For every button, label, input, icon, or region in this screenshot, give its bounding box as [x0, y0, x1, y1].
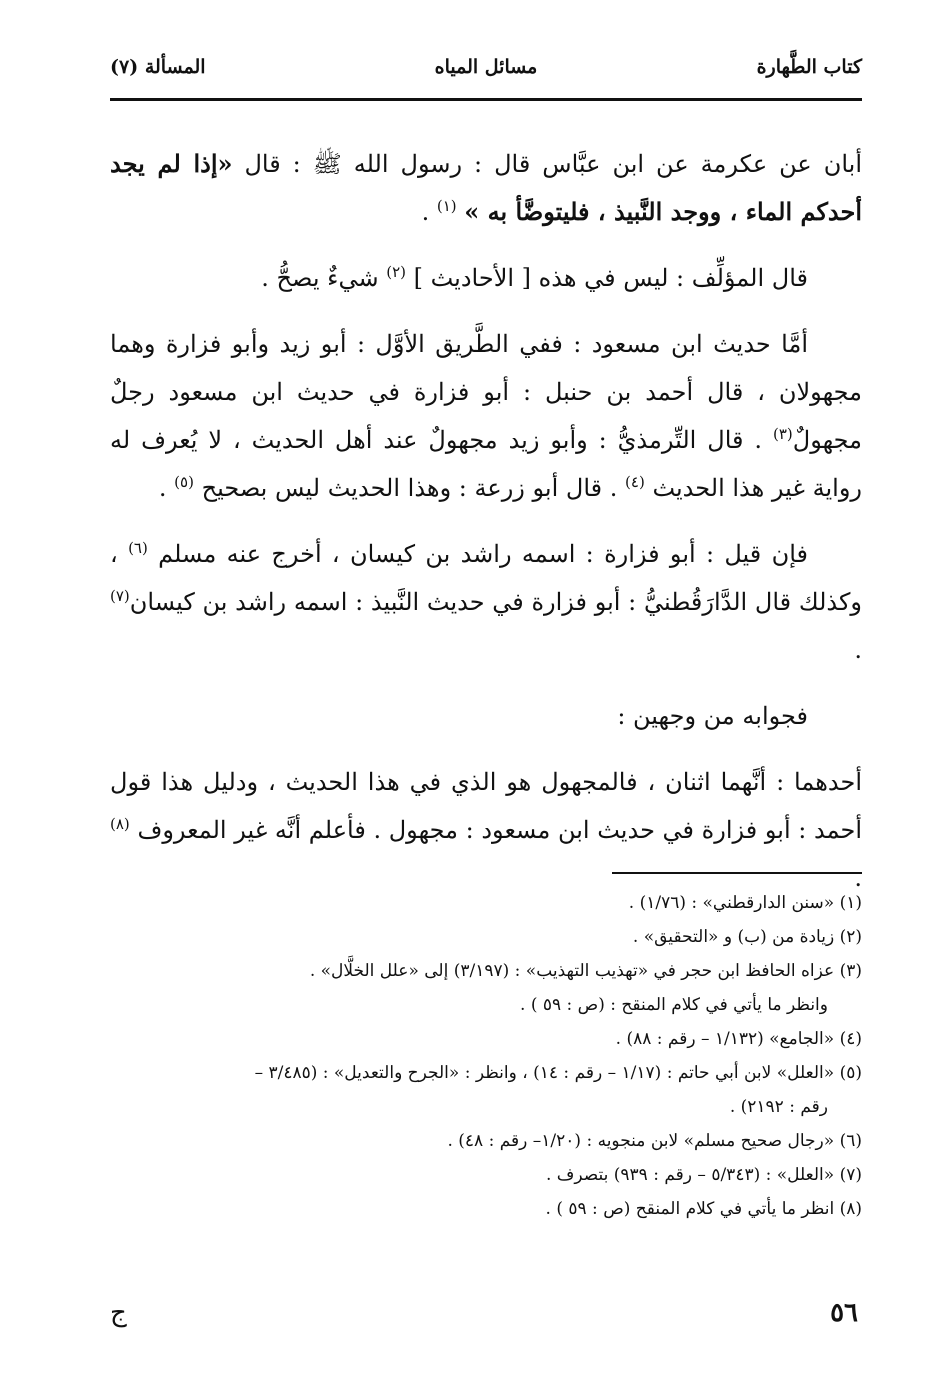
- paragraph-3-text-2: . قال التِّرمذيُّ : وأبو زيد مجهولٌ عند أهل الحديث ، لا يُعرف له رواية غير هذا الحديث: [110, 426, 862, 502]
- main-text: [110, 140, 862, 908]
- paragraph-6: [110, 758, 862, 902]
- header-section-title: مسائل المياه: [434, 56, 538, 78]
- paragraph-3-text: أمَّا حديث ابن مسعود : ففي الطَّريق الأوَّل : أبو زيد وأبو فزارة وهما مجهولان ، قال أحمد بن حنبل : أبو فزارة في حديث ابن مسعود رجلٌ مجهولٌ: [110, 330, 862, 454]
- paragraph-4-text: فإن قيل : أبو فزارة : اسمه راشد بن كيسان ، أخرج عنه مسلم: [158, 540, 808, 568]
- hadith-quote: «إذا لم يجد أحدكم الماء ، ووجد النَّبيذ ، فليتوضَّأ به »: [110, 149, 862, 226]
- footnote-ref-6: (٦): [128, 539, 148, 557]
- footnote-3: (٣) عزاه الحافظ ابن حجر في «تهذيب التهذيب» : (٣/١٩٧) إلى «علل الخلَّال» .: [309, 961, 862, 981]
- paragraph-6-text: أحدهما : أنَّهما اثنان ، فالمجهول هو الذي في هذا الحديث ، ودليل هذا قول أحمد : أبو فزارة في حديث ابن مسعود : مجهول . فأعلم أنَّه غير المعروف: [110, 768, 863, 844]
- footnote-1: (١) «سنن الدارقطني» : (١/٧٦) .: [628, 893, 862, 913]
- footnote-ref-7: (٧): [110, 587, 130, 605]
- paragraph-6-end: .: [854, 864, 862, 892]
- footnote-ref-5: (٥): [174, 473, 194, 491]
- footnote-5: (٥) «العلل» لابن أبي حاتم : (١/١٧ – رقم : ١٤) ، وانظر : «الجرح والتعديل» : (٣/٤٨٥ –: [254, 1063, 862, 1083]
- footnote-8: (٨) انظر ما يأتي في كلام المنقح (ص : ٥٩ ) .: [545, 1199, 862, 1219]
- footnote-ref-4: (٤): [625, 473, 645, 491]
- footnote-ref-3: (٣): [772, 425, 793, 443]
- paragraph-2-text: قال المؤلِّف : ليس في هذه [ الأحاديث ]: [413, 264, 808, 292]
- running-header: [110, 52, 862, 92]
- header-book-title: كتاب الطَّهارة: [756, 56, 862, 78]
- footnote-6: (٦) «رجال صحيح مسلم» لابن منجويه : (١/٢٠– رقم : ٤٨) .: [447, 1131, 862, 1151]
- paragraph-5-text: فجوابه من وجهين :: [617, 702, 808, 730]
- header-divider: [110, 98, 862, 101]
- footnote-2: (٢) زيادة من (ب) و «التحقيق» .: [632, 927, 862, 947]
- paragraph-4-end: .: [854, 636, 862, 664]
- header-issue-number: المسألة (٧): [110, 56, 206, 78]
- footnote-ref-2: (٢): [386, 263, 406, 281]
- footnote-3-continued: وانظر ما يأتي في كلام المنقح : (ص : ٥٩ ) .: [520, 995, 828, 1015]
- paragraph-4: [110, 530, 862, 674]
- paragraph-1-end: .: [421, 198, 437, 226]
- paragraph-3-end: .: [158, 474, 175, 502]
- paragraph-1: [110, 140, 862, 236]
- footnote-ref-8: (٨): [110, 815, 130, 833]
- footnote-divider: [612, 872, 862, 874]
- paragraph-1-text: أبان عن عكرمة عن ابن عبَّاس قال : رسول الله ﷺ : قال: [232, 150, 862, 178]
- footnotes-section: [110, 886, 862, 1226]
- paragraph-3-text-3: . قال أبو زرعة : وهذا الحديث ليس بصحيح: [201, 474, 626, 502]
- paragraph-2: [110, 254, 862, 302]
- footnote-7: (٧) «العلل» : (٥/٣٤٣ – رقم : ٩٣٩) بتصرف .: [545, 1165, 862, 1185]
- paragraph-4-text-2: ، وكذلك قال الدَّارَقُطنيُّ : أبو فزارة في حديث النَّبيذ : اسمه راشد بن كيسان: [110, 540, 862, 616]
- footnote-ref-1: (١): [436, 197, 457, 215]
- page-number: ٥٦: [830, 1298, 858, 1328]
- paragraph-2-end: شيءٌ يصحُّ .: [261, 264, 387, 292]
- footnote-4: (٤) «الجامع» (١/١٣٢ – رقم : ٨٨) .: [615, 1029, 862, 1049]
- signature-mark: ج: [110, 1298, 127, 1328]
- footnote-5-continued: رقم : ٢١٩٢) .: [729, 1097, 828, 1117]
- paragraph-3: [110, 320, 862, 512]
- paragraph-5: [110, 692, 862, 740]
